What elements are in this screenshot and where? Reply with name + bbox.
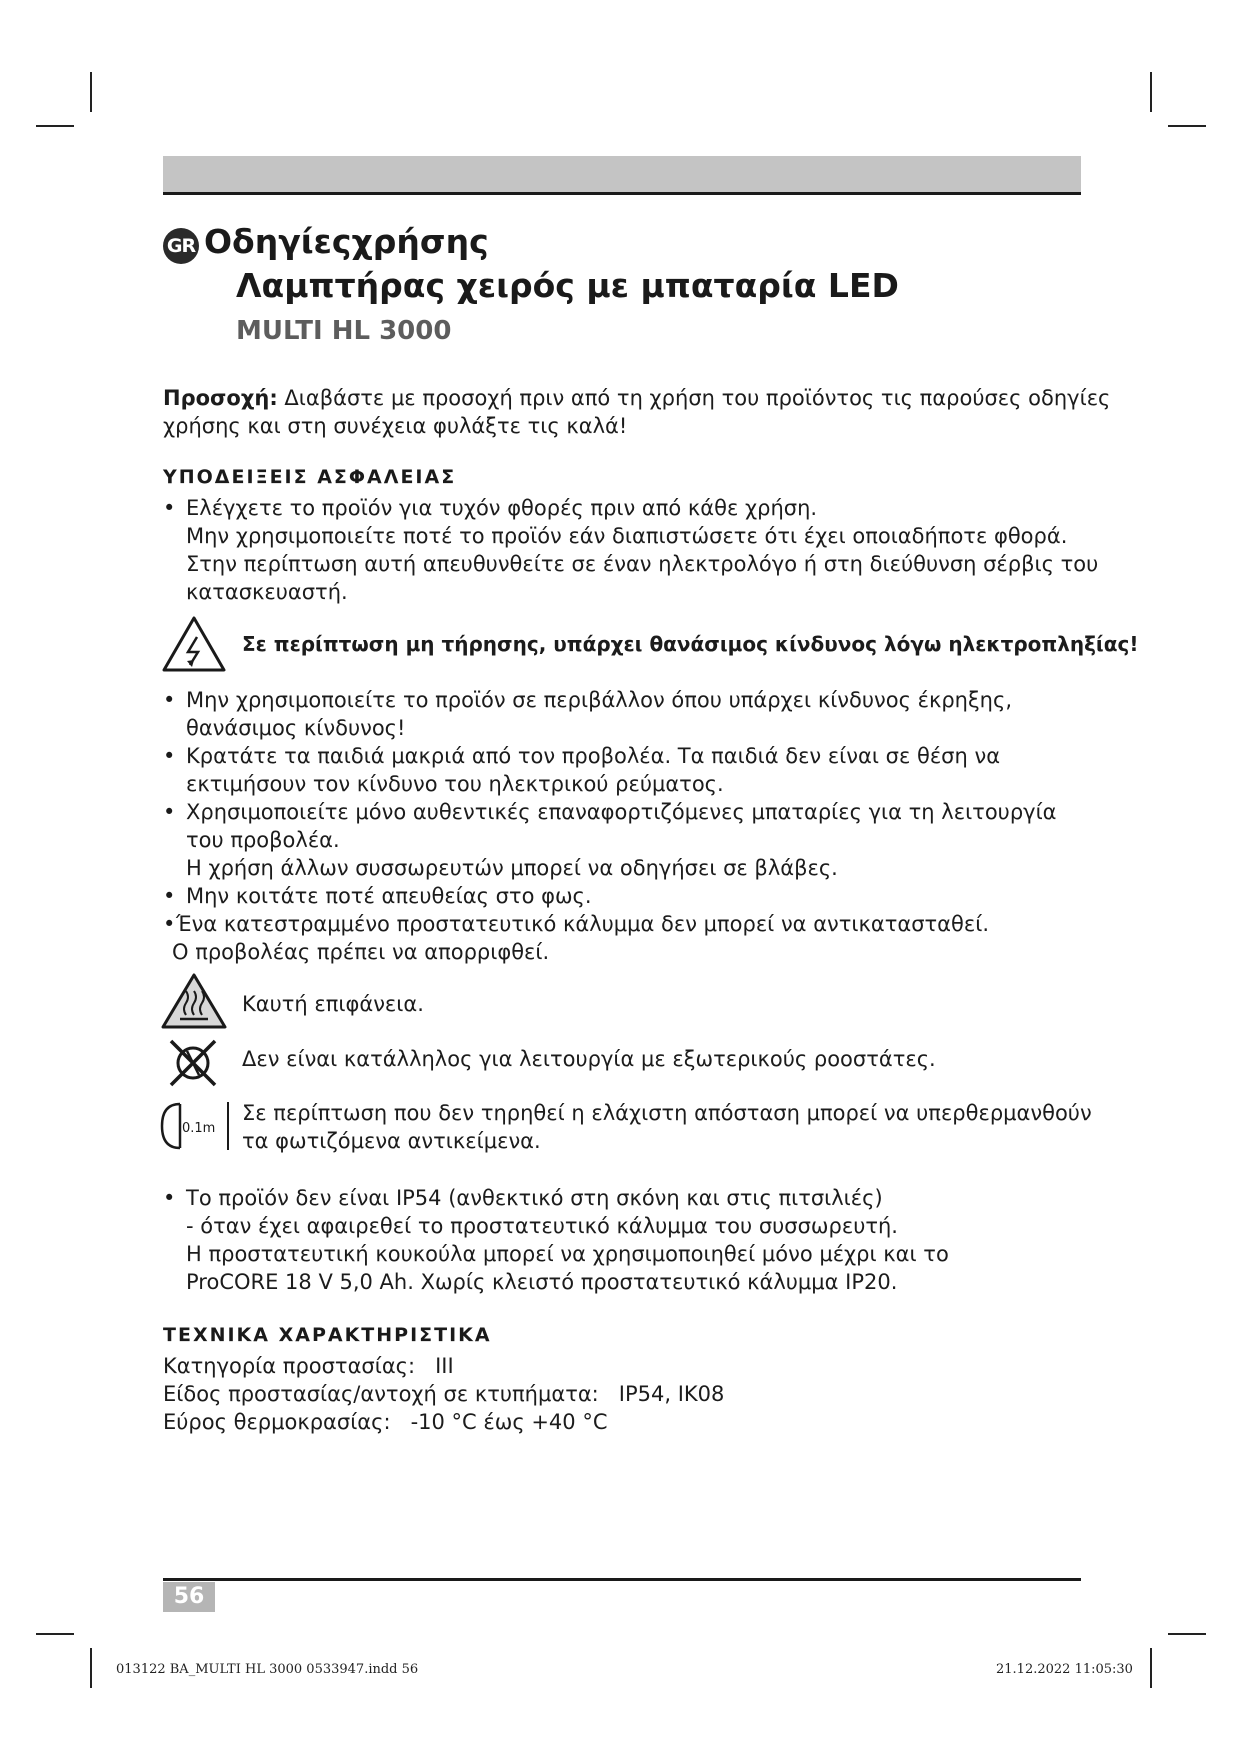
- page-number: 56: [163, 1582, 215, 1612]
- spec-value: III: [435, 1354, 454, 1378]
- crop-mark: [36, 1633, 74, 1635]
- spec-label: Είδος προστασίας/αντοχή σε κτυπήματα:: [163, 1382, 599, 1406]
- specs-heading: ΤΕΧΝΙΚΑ ΧΑΡΑΚΤΗΡΙΣΤΙΚΑ: [163, 1324, 492, 1346]
- safety-item-4-line: του προβολέα.: [186, 828, 340, 852]
- spec-label: Εύρος θερμοκρασίας:: [163, 1410, 391, 1434]
- spec-label: Κατηγορία προστασίας:: [163, 1354, 416, 1378]
- safety-item-5-line: Μην κοιτάτε ποτέ απευθείας στο φως.: [186, 884, 592, 908]
- no-dimmer-text: Δεν είναι κατάλληλος για λειτουργία με εξωτερικούς ροοστάτες.: [242, 1047, 936, 1071]
- minimum-distance-icon: [160, 1098, 232, 1154]
- safety-item-1-line: κατασκευαστή.: [186, 580, 348, 604]
- intro-label: Προσοχή:: [163, 386, 278, 410]
- safety-item-4-line: Χρησιμοποιείτε μόνο αυθεντικές επαναφορτιζόμενες μπαταρίες για τη λειτουργία: [186, 800, 1057, 824]
- crop-mark: [90, 1648, 92, 1688]
- intro-line-2: χρήσης και στη συνέχεια φυλάξτε τις καλά!: [163, 414, 628, 438]
- safety-item-1-line: Στην περίπτωση αυτή απευθυνθείτε σε έναν ηλεκτρολόγο ή στη διεύθυνση σέρβις του: [186, 552, 1099, 576]
- crop-mark: [1150, 72, 1152, 112]
- product-title: Λαμπτήρας χειρός με μπαταρία LED: [236, 266, 899, 305]
- crop-mark: [1168, 1633, 1206, 1635]
- distance-text-line: Σε περίπτωση που δεν τηρηθεί η ελάχιστη απόσταση μπορεί να υπερθερμανθούν: [242, 1101, 1092, 1125]
- intro-text: Διαβάστε με προσοχή πριν από τη χρήση του προϊόντος τις παρούσες οδηγίες: [284, 386, 1111, 410]
- language-badge-icon: GR: [163, 228, 199, 264]
- crop-mark: [1150, 1648, 1152, 1688]
- hot-surface-icon: [160, 972, 228, 1030]
- bullet: •: [163, 800, 176, 824]
- safety-item-1-line: Μην χρησιμοποιείτε ποτέ το προϊόν εάν διαπιστώσετε ότι έχει οποιαδήποτε φθορά.: [186, 524, 1068, 548]
- safety-item-7-line: Το προϊόν δεν είναι IP54 (ανθεκτικό στη σκόνη και στις πιτσιλιές): [186, 1186, 883, 1210]
- bullet: •: [163, 688, 176, 712]
- safety-item-3-line: Κρατάτε τα παιδιά μακριά από τον προβολέα. Τα παιδιά δεν είναι σε θέση να: [186, 744, 1001, 768]
- bullet: •: [163, 744, 176, 768]
- safety-item-2-line: θανάσιμος κίνδυνος!: [186, 716, 406, 740]
- safety-item-1-line: Ελέγχετε το προϊόν για τυχόν φθορές πριν από κάθε χρήση.: [186, 496, 818, 520]
- bullet: •: [163, 1186, 176, 1210]
- distance-icon-label: 0.1m: [182, 1121, 216, 1136]
- footer-rule: [163, 1578, 1081, 1581]
- safety-item-6-line: Ο προβολέας πρέπει να απορριφθεί.: [172, 940, 550, 964]
- spec-row: [163, 1352, 454, 1380]
- electric-hazard-icon: [161, 615, 227, 673]
- electric-warning-text: Σε περίπτωση μη τήρησης, υπάρχει θανάσιμος κίνδυνος λόγω ηλεκτροπληξίας!: [242, 632, 1139, 656]
- safety-item-6-line: Ένα κατεστραμμένο προστατευτικό κάλυμμα δεν μπορεί να αντικατασταθεί.: [176, 912, 990, 936]
- header-bar: [163, 156, 1081, 195]
- model-name: MULTI HL 3000: [236, 316, 452, 346]
- safety-heading: ΥΠΟΔΕΙΞΕΙΣ ΑΣΦΑΛΕΙΑΣ: [163, 466, 457, 488]
- footer-filename: 013122 BA_MULTI HL 3000 0533947.indd 56: [116, 1662, 419, 1677]
- safety-item-3-line: εκτιμήσουν τον κίνδυνο του ηλεκτρικού ρεύματος.: [186, 772, 724, 796]
- safety-item-7-line: ProCORE 18 V 5,0 Ah. Χωρίς κλειστό προστατευτικό κάλυμμα IP20.: [186, 1270, 898, 1294]
- no-dimmer-icon: [168, 1038, 218, 1088]
- hot-surface-text: Καυτή επιφάνεια.: [242, 992, 424, 1016]
- safety-item-7-line: Η προστατευτική κουκούλα μπορεί να χρησιμοποιηθεί μόνο μέχρι και το: [186, 1242, 949, 1266]
- crop-mark: [90, 72, 92, 112]
- safety-item-4-line: Η χρήση άλλων συσσωρευτών μπορεί να οδηγήσει σε βλάβες.: [186, 856, 838, 880]
- intro-line-1: [163, 384, 1110, 412]
- spec-row: [163, 1408, 607, 1436]
- footer-datetime: 21.12.2022 11:05:30: [996, 1662, 1133, 1677]
- bullet: •: [163, 496, 176, 520]
- crop-mark: [36, 125, 74, 127]
- safety-item-7-line: - όταν έχει αφαιρεθεί το προστατευτικό κάλυμμα του συσσωρευτή.: [186, 1214, 898, 1238]
- bullet: •: [163, 912, 176, 936]
- page-title: Οδηγίεςχρήσης: [204, 222, 489, 261]
- bullet: •: [163, 884, 176, 908]
- crop-mark: [1168, 125, 1206, 127]
- spec-value: -10 °C έως +40 °C: [410, 1410, 608, 1434]
- safety-item-2-line: Μην χρησιμοποιείτε το προϊόν σε περιβάλλον όπου υπάρχει κίνδυνος έκρηξης,: [186, 688, 1012, 712]
- distance-text-line: τα φωτιζόμενα αντικείμενα.: [242, 1129, 541, 1153]
- spec-row: [163, 1380, 724, 1408]
- spec-value: IP54, IK08: [618, 1382, 725, 1406]
